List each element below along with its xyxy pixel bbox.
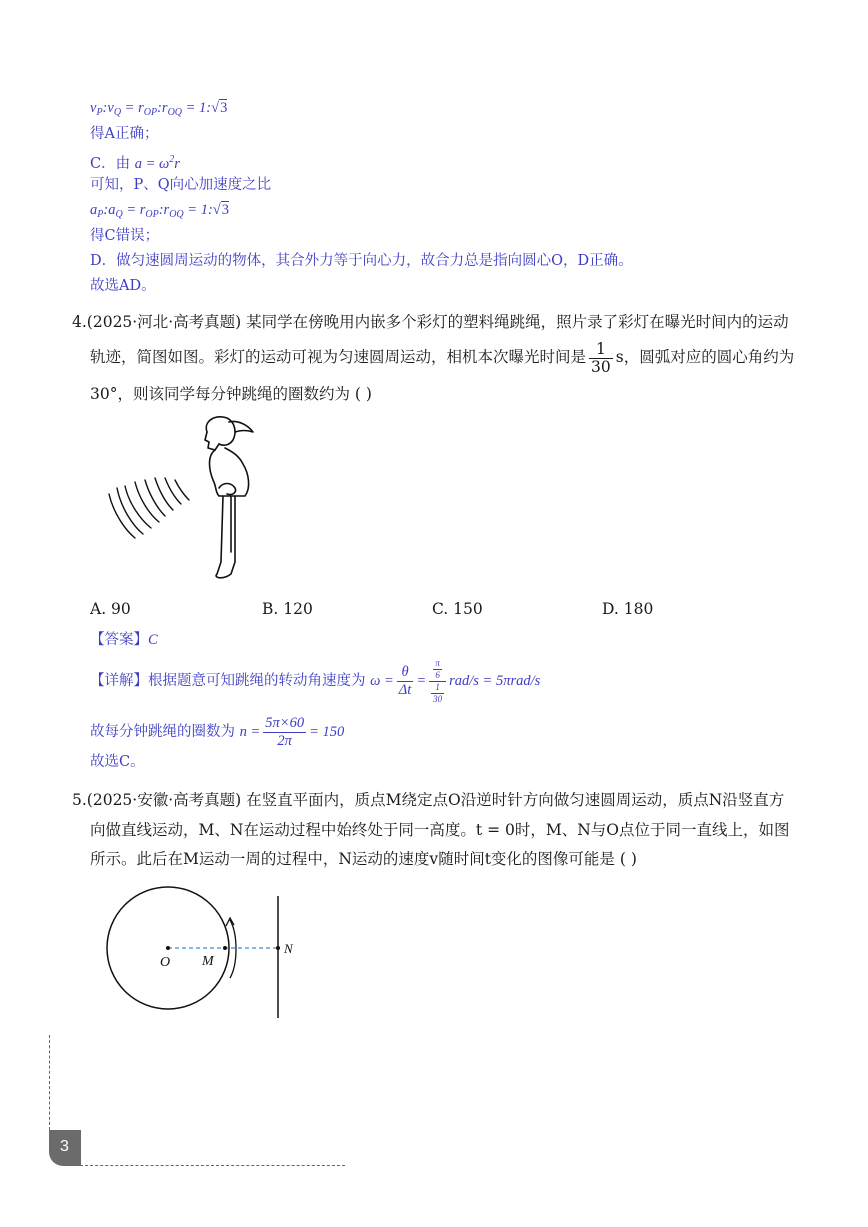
solution-line-3-prefix: C．由 [90,156,131,172]
answer-line [90,630,158,650]
solution-line-5: $a_P:a_Q$ = $r_{OP}:r_{OQ}$ = 1:√3 [90,202,229,220]
q4-line-2 [90,340,794,376]
q5-line-3: 所示。此后在M运动一周的过程中，N运动的速度v随时间t变化的图像可能是 ( ) [90,850,637,868]
jump-rope-figure [95,412,265,587]
count-fraction: $\frac{5\pi\times 60}{2\pi}$ [265,714,305,749]
q5-source: (2025·安徽·高考真题) [86,791,242,809]
detail-tag: 【详解】 [90,673,148,689]
solution-line-3 [90,150,180,174]
circle-motion-figure [100,878,320,1023]
q5-text-1: 在竖直平面内，质点M绕定点O沿逆时针方向做匀速圆周运动，质点N沿竖直方 [246,791,785,809]
option-a[interactable]: A. 90 [90,600,131,618]
pi6-over-t: $\frac{\frac{\pi}{6}}{\frac{1}{30}}$ [429,658,446,705]
point-o [166,946,170,950]
option-b[interactable]: B. 120 [262,600,313,618]
q4-text-2a: 轨迹，简图如图。彩灯的运动可视为匀速圆周运动，相机本次曝光时间是 [90,348,587,366]
q4-source: (2025·河北·高考真题) [86,313,242,331]
answer-tag: 【答案】 [90,632,148,648]
solution-line-6: 得C错误； [90,228,160,244]
conclusion-line: 故选C。 [90,754,145,770]
label-m: M [202,954,214,969]
person-legs [216,496,235,578]
theta-over-dt: $\frac{\theta}{\Delta t}$ [398,663,412,698]
option-c[interactable]: C. 150 [432,600,483,618]
q4-text-2b: s，圆弧对应的圆心角约为 [615,348,795,366]
answer-value: C [148,632,158,648]
q4-line-1 [72,312,789,332]
solution-line-8: 故选AD。 [90,278,156,294]
rotation-arrow [230,920,236,978]
exposure-fraction: $\frac{1}{30}$ [591,339,611,376]
solution-line-4: 可知，P、Q向心加速度之比 [90,177,272,193]
count-line: 故每分钟跳绳的圈数为 n = $\frac{5\pi\times 60}{2\pi}$ = 150 [90,714,345,749]
point-m [223,946,227,950]
person-torso [210,448,249,496]
option-d[interactable]: D. 180 [602,600,654,618]
q5-number: 5. [72,791,87,809]
q4-line-3: 30°，则该同学每分钟跳绳的圈数约为 ( ) [90,385,372,403]
left-dashed-rule [49,1035,50,1130]
point-n [276,946,280,950]
q5-line-1 [72,790,784,810]
label-o: O [160,955,171,970]
centripetal-formula: $a = \omega^2r$ [134,154,180,172]
label-n: N [284,941,293,956]
light-trails [109,478,189,538]
solution-line-2: 得A正确； [90,126,159,142]
solution-line-7: D．做匀速圆周运动的物体，其合外力等于向心力，故合力总是指向圆心O，D正确。 [90,253,633,269]
q4-text-1: 某同学在傍晚用内嵌多个彩灯的塑料绳跳绳，照片录了彩灯在曝光时间内的运动 [246,313,789,331]
page-number: 3 [60,1138,69,1155]
detail-line: 【详解】根据题意可知跳绳的转动角速度为 ω = $\frac{\theta}{\Delta t}$ = $\frac{\frac{\pi}{6}}{\frac{1}{30}}$ rad/s = 5πrad/s [90,657,541,704]
q4-number: 4. [72,313,87,331]
bottom-dashed-rule [80,1165,345,1166]
detail-text: 根据题意可知跳绳的转动角速度为 [148,673,366,689]
solution-line-1: $v_P:v_Q$ = $r_{OP}:r_{OQ}$ = 1:√3 [90,100,228,118]
q5-line-2: 向做直线运动，M、N在运动过程中始终处于同一高度。t = 0时，M、N与O点位于同一直线上，如图 [90,821,790,839]
